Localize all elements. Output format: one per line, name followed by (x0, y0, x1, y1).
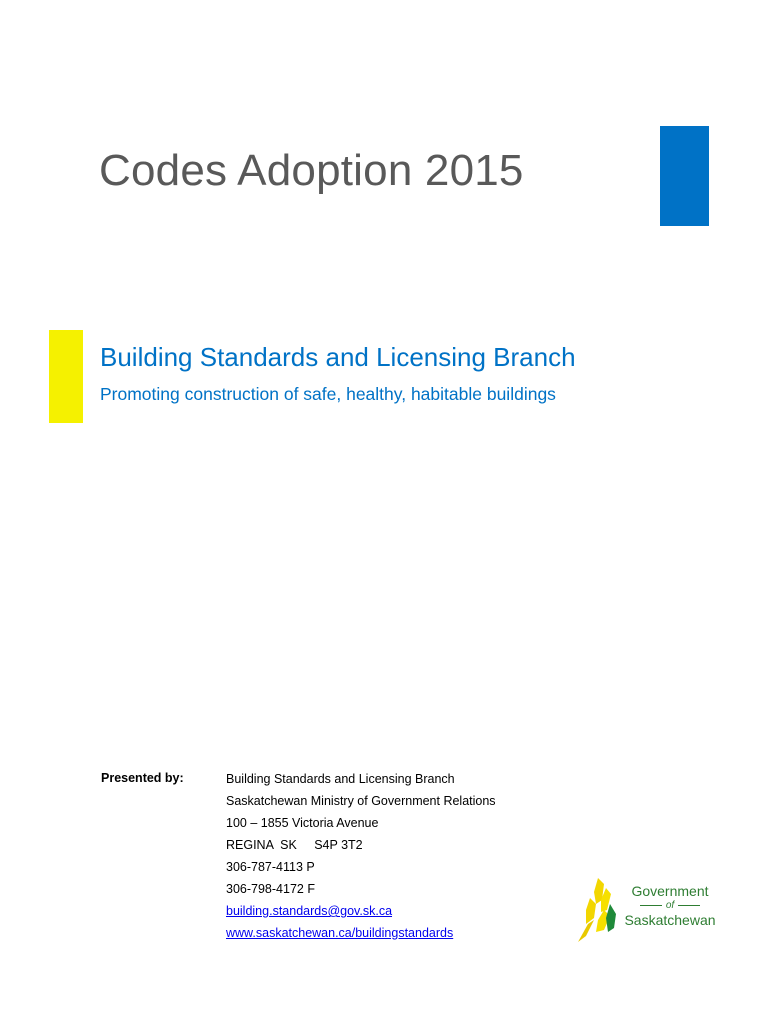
contact-org: Building Standards and Licensing Branch (226, 772, 455, 786)
decorative-yellow-bar (49, 330, 83, 423)
contact-city: REGINA SK S4P 3T2 (226, 838, 363, 852)
wheat-sheaf-icon (574, 874, 624, 944)
contact-fax: 306-798-4172 F (226, 882, 315, 896)
decorative-blue-bar (660, 126, 709, 226)
contact-website-item (226, 922, 496, 944)
logo-text-saskatchewan: Saskatchewan (624, 912, 716, 928)
contact-ministry: Saskatchewan Ministry of Government Relations (226, 794, 496, 808)
logo-text-of: of (624, 900, 716, 912)
document-title: Codes Adoption 2015 (99, 146, 524, 195)
logo-text-government: Government (631, 883, 709, 899)
website-link[interactable]: www.saskatchewan.ca/buildingstandards (226, 926, 454, 940)
government-logo (574, 874, 724, 944)
branch-tagline: Promoting construction of safe, healthy, habitable buildings (100, 384, 556, 404)
presented-by-label: Presented by: (101, 771, 184, 785)
email-link[interactable]: building.standards@gov.sk.ca (226, 904, 393, 918)
logo-wordmark (624, 883, 716, 929)
branch-heading: Building Standards and Licensing Branch (100, 342, 576, 372)
contact-email-item (226, 900, 496, 922)
contact-street: 100 – 1855 Victoria Avenue (226, 816, 379, 830)
contact-phone: 306-787-4113 P (226, 860, 315, 874)
contact-block (226, 768, 496, 944)
